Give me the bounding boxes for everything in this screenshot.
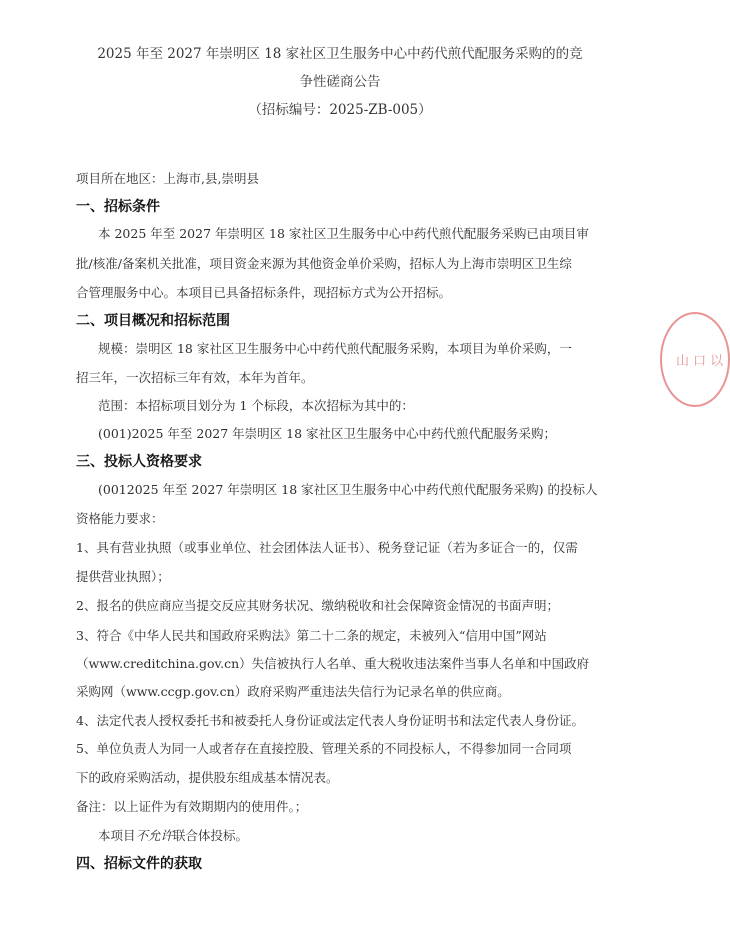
section-2-para: 规模：崇明区 18 家社区卫生服务中心中药代煎代配服务采购，本项目为单价采购，一 — [98, 341, 572, 356]
red-seal-stamp — [660, 312, 730, 407]
section-3-para: (0012025 年至 2027 年崇明区 18 家社区卫生服务中心中药代煎代配服务采购) 的投标人 — [98, 482, 598, 497]
section-3-para: 下的政府采购活动，提供股东组成基本情况表。 — [76, 770, 339, 785]
consortium-prefix: 本项目 — [98, 828, 136, 843]
section-2-heading: 二、项目概况和招标范围 — [76, 313, 230, 329]
section-4-heading: 四、招标文件的获取 — [76, 856, 202, 872]
section-1-heading: 一、招标条件 — [76, 199, 160, 215]
section-3-para: 采购网（www.ccgp.gov.cn）政府采购严重违法失信行为记录名单的供应商。 — [76, 684, 510, 699]
section-3-para: 3、符合《中华人民共和国政府采购法》第二十二条的规定，未被列入“信用中国”网站 — [76, 628, 547, 643]
section-1-para: 批/核准/备案机关批准，项目资金来源为其他资金单价采购，招标人为上海市崇明区卫生综 — [76, 256, 572, 271]
doc-title-line1: 2025 年至 2027 年崇明区 18 家社区卫生服务中心中药代煎代配服务采购的的竞 — [97, 46, 583, 62]
section-3-para: 5、单位负责人为同一人或者存在直接控股、管理关系的不同投标人，不得参加同一合同项 — [76, 741, 572, 756]
section-1-para: 合管理服务中心。本项目已具备招标条件，现招标方式为公开招标。 — [76, 285, 452, 300]
section-2-para: 招三年，一次招标三年有效，本年为首年。 — [76, 370, 314, 385]
section-3-heading: 三、投标人资格要求 — [76, 454, 202, 470]
section-3-para: 2、报名的供应商应当提交反应其财务状况、缴纳税收和社会保障资金情况的书面声明； — [76, 598, 559, 613]
consortium-suffix: 联合体投标。 — [173, 828, 249, 843]
doc-title-line2: 争性磋商公告 — [299, 74, 381, 90]
consortium-handwritten: 不允许 — [135, 828, 174, 843]
seal-text: 山 口 以 — [676, 354, 724, 369]
tender-number: （招标编号：2025-ZB-005） — [248, 102, 432, 118]
project-location: 项目所在地区：上海市,县,崇明县 — [76, 171, 259, 186]
section-3-para: 1、具有营业执照（或事业单位、社会团体法人证书）、税务登记证（若为多证合一的，仅需 — [76, 540, 578, 555]
section-3-para: （www.creditchina.gov.cn）失信被执行人名单、重大税收违法案件当事人名单和中国政府 — [76, 656, 590, 671]
section-2-para: 范围：本招标项目划分为 1 个标段，本次招标为其中的： — [98, 398, 414, 413]
section-3-para: 提供营业执照）； — [76, 569, 170, 584]
section-3-consortium-note — [98, 826, 248, 844]
section-2-para: (001)2025 年至 2027 年崇明区 18 家社区卫生服务中心中药代煎代配服务采购； — [98, 426, 557, 441]
section-3-para: 资格能力要求： — [76, 511, 164, 526]
section-3-para: 4、法定代表人授权委托书和被委托人身份证或法定代表人身份证明书和法定代表人身份证。 — [76, 713, 584, 728]
section-3-note: 备注：以上证件为有效期期内的使用件。； — [76, 799, 308, 814]
section-1-para: 本 2025 年至 2027 年崇明区 18 家社区卫生服务中心中药代煎代配服务采购已由项目审 — [98, 226, 589, 241]
